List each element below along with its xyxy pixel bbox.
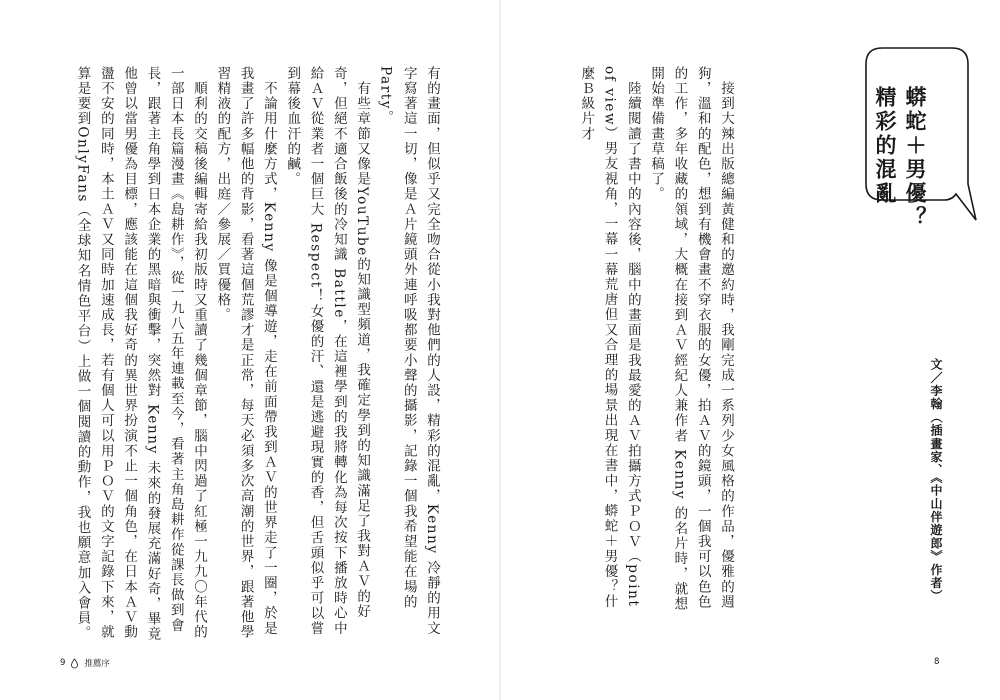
page-number-right: 8 [934, 657, 940, 667]
title-line-2: 精彩的混亂 [873, 86, 897, 206]
book-gutter [499, 0, 501, 700]
right-page-body: 接到大辣出版總編黃健和的邀約時，我剛完成一系列少女風格的作品，優雅的週狗，溫和的配色，想到有機會畫不穿衣服的女優，拍ＡＶ的鏡頭，一個我可以色色的工作，多年收藏的領域，大概在接到ＡＶ經紀人兼作者 Kenny 的名片時，就想開始準備畫草稿了。 陸續閱讀了書中的內容後，腦中的畫面是我最愛的ＡＶ拍攝方式ＰＯＶ（point of view）男友視角，一幕一幕荒唐但又合理的場景出現在書中，蟒蛇＋男優？什麼Ｂ級片才 [578, 66, 734, 612]
page-number-left: 9 [60, 658, 66, 668]
left-page-body: 有的畫面，但似乎又完全吻合從小我對他們的人設，精彩的混亂，Kenny 冷靜的用文字寫著這一切，像是Ａ片鏡頭外連呼吸都要小聲的攝影，記錄一個我希望能在場的Party。 有些章節又像是YouTube的知識型頻道，我確定學到的知識滿足了我對ＡＶ的好奇，但絕不適合飯後的冷知識 Battle，在這裡學到的我將轉化為每次按下播放時心中給ＡＶ從業者一個巨大 Respect！女優的汗、還是逃避現實的香，但舌頭似乎可以嘗到幕後血汗的鹹。 不論用什麼方式，Kenny 像是個導遊，走在前面帶我到ＡＶ的世界走了一圈，於是我畫了許多幅他的背影，看著這個荒謬才是正常，每天必須多次高潮的世界，跟著他學習精液的配方，出庭／參展／買優格。 順利的交稿後編輯寄給我初版時又重讀了幾個章節，腦中閃過了紅極一九九〇年代的一部日本長篇漫畫《島耕作》，從一九八五年連載至今，看著主角島耕作從課長做到會長，跟著主角學到日本企業的黑暗與衝擊，突然對 Kenny 未來的發展充滿好奇，畢竟他曾以當男優為目標，應該能在這個我好奇的異世界扮演不止一個角色，在日本ＡＶ動盪不安的同時，本土ＡＶ又同時加速成長，若有個人可以用ＰＯＶ的文字記錄下來，就算是要到OnlyFans（全球知名情色平台）上做一個閱讀的動作，我也願意加入會員。 [74, 66, 440, 642]
footer-left [60, 657, 110, 669]
author-credit: 文／李翰（插畫家、《中山伴遊郎》作者） [929, 358, 943, 603]
article-title [870, 86, 930, 246]
footer-section-label: 推薦序 [84, 659, 110, 669]
drop-icon [71, 658, 78, 669]
title-line-1: 蟒蛇＋男優？ [903, 86, 927, 230]
